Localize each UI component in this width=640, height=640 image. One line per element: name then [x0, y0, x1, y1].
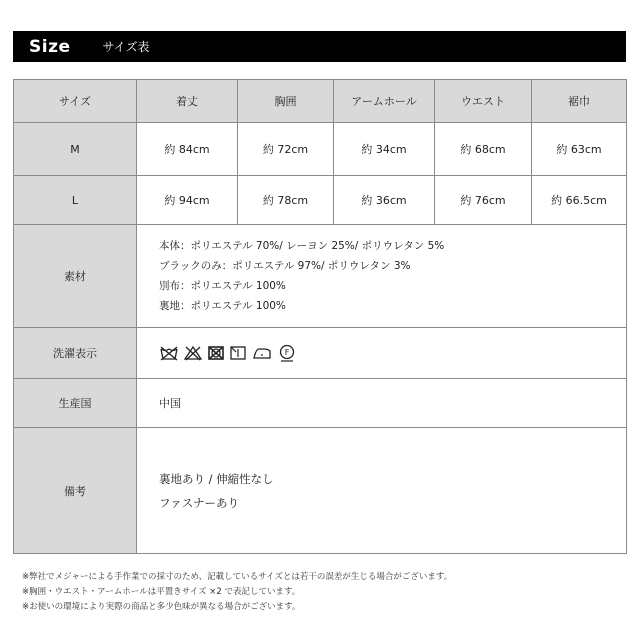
row-label-l: L: [14, 176, 137, 225]
row-label-m: M: [14, 123, 137, 176]
header-cell-size: サイズ: [14, 80, 137, 123]
cell-m-armhole: 約 34cm: [334, 123, 435, 176]
material-row: [14, 225, 627, 328]
header-cell-waist: ウエスト: [435, 80, 532, 123]
table-header-row: [14, 80, 627, 123]
material-line: 本体：ポリエステル 70%/ レーヨン 25%/ ポリウレタン 5%: [159, 240, 445, 252]
care-icons: [159, 344, 626, 362]
cell-m-waist: 約 68cm: [435, 123, 532, 176]
header-cell-armhole: アームホール: [334, 80, 435, 123]
footnotes: [22, 570, 452, 615]
svg-text:F: F: [284, 348, 290, 357]
cell-l-chest: 約 78cm: [238, 176, 334, 225]
header-cell-hem: 裾巾: [532, 80, 627, 123]
origin-value: 中国: [137, 379, 627, 428]
dry-clean-f-icon: [277, 344, 297, 362]
header-cell-length: 着丈: [137, 80, 238, 123]
notes-row: [14, 428, 627, 554]
drip-dry-shade-icon: [229, 345, 247, 361]
footnote-line: ※弊社でメジャーによる手作業での採寸のため、記載しているサイズとは若干の誤差が生じる場合がございます。: [22, 572, 453, 582]
care-row: [14, 328, 627, 379]
note-line: 裏地あり / 伸縮性なし: [159, 471, 274, 486]
material-content: [137, 225, 627, 328]
size-table: [13, 79, 627, 554]
size-header: [13, 31, 626, 62]
material-label: 素材: [14, 225, 137, 328]
cell-l-length: 約 94cm: [137, 176, 238, 225]
material-line: 別布：ポリエステル 100%: [159, 280, 286, 292]
header-cell-chest: 胸囲: [238, 80, 334, 123]
cell-m-length: 約 84cm: [137, 123, 238, 176]
care-label: 洗濯表示: [14, 328, 137, 379]
material-line: ブラックのみ：ポリエステル 97%/ ポリウレタン 3%: [159, 260, 411, 272]
no-tumble-dry-icon: [207, 345, 225, 361]
notes-content: [137, 428, 627, 554]
origin-label: 生産国: [14, 379, 137, 428]
cell-m-hem: 約 63cm: [532, 123, 627, 176]
no-wash-icon: [159, 345, 179, 361]
cell-l-waist: 約 76cm: [435, 176, 532, 225]
size-subtitle: サイズ表: [102, 40, 150, 54]
note-line: ファスナーあり: [159, 495, 240, 510]
no-bleach-icon: [183, 345, 203, 361]
table-row: [14, 176, 627, 225]
cell-l-armhole: 約 36cm: [334, 176, 435, 225]
size-title: Size: [29, 36, 71, 57]
cell-m-chest: 約 72cm: [238, 123, 334, 176]
notes-label: 備考: [14, 428, 137, 554]
iron-low-icon: [251, 345, 273, 361]
origin-row: [14, 379, 627, 428]
table-row: [14, 123, 627, 176]
cell-l-hem: 約 66.5cm: [532, 176, 627, 225]
care-content: [137, 328, 627, 379]
footnote-line: ※胸囲・ウエスト・アームホールは平置きサイズ ×2 で表記しています。: [22, 587, 301, 597]
footnote-line: ※お使いの環境により実際の商品と多少色味が異なる場合がございます。: [22, 602, 301, 612]
material-line: 裏地：ポリエステル 100%: [159, 300, 286, 312]
